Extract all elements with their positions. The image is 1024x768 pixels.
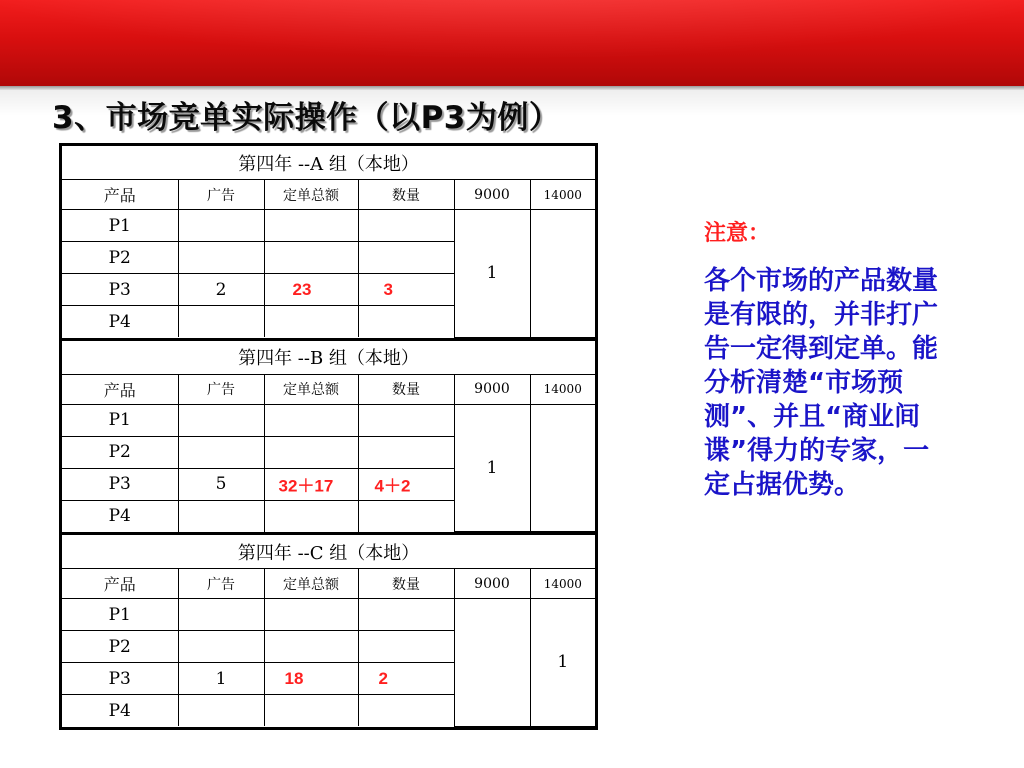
product-name: P2: [62, 436, 178, 468]
product-name: P3: [62, 468, 178, 500]
column-order-total: 定单总额: [264, 374, 358, 404]
banner-sheen: [0, 0, 1024, 60]
column-product: 产品: [62, 569, 178, 599]
order-total-cell: [264, 468, 358, 500]
order-total-cell: [264, 274, 358, 306]
slide-title: 3、市场竞单实际操作（以P3为例）: [52, 100, 561, 136]
column-product: 产品: [62, 180, 178, 210]
column-9000: 9000: [454, 374, 530, 404]
order-total-value: 32＋17: [278, 476, 334, 496]
bidding-tables: [59, 143, 598, 730]
advertising-cell: [178, 404, 264, 436]
group-header: 第四年 --C 组（本地）: [62, 534, 595, 569]
advertising-value: 1: [178, 663, 264, 695]
quantity-cell: [358, 663, 454, 695]
advertising-cell: [178, 695, 264, 727]
order-total-value: 18: [284, 668, 304, 688]
advertising-cell: [178, 210, 264, 242]
market-14000-cell: [530, 210, 595, 338]
order-total-cell: [264, 242, 358, 274]
order-total-cell: [264, 631, 358, 663]
column-14000: 14000: [530, 180, 595, 210]
quantity-cell: [358, 242, 454, 274]
quantity-value: 2: [378, 668, 388, 688]
quantity-cell: [358, 210, 454, 242]
column-quantity: 数量: [358, 180, 454, 210]
order-total-cell: [264, 695, 358, 727]
market-14000-cell: [530, 404, 595, 532]
header-banner: [0, 0, 1024, 86]
quantity-cell: [358, 695, 454, 727]
quantity-value: 3: [383, 279, 393, 299]
column-9000: 9000: [454, 180, 530, 210]
group-header: 第四年 --A 组（本地）: [62, 146, 595, 180]
advertising-cell: [178, 242, 264, 274]
column-14000: 14000: [530, 569, 595, 599]
product-name: P1: [62, 599, 178, 631]
advertising-value: 5: [178, 468, 264, 500]
column-advertising: 广告: [178, 569, 264, 599]
product-name: P4: [62, 500, 178, 532]
column-order-total: 定单总额: [264, 180, 358, 210]
advertising-cell: [178, 436, 264, 468]
column-advertising: 广告: [178, 180, 264, 210]
column-14000: 14000: [530, 374, 595, 404]
product-name: P2: [62, 631, 178, 663]
group-b-table: [62, 338, 595, 533]
column-quantity: 数量: [358, 374, 454, 404]
product-name: P4: [62, 695, 178, 727]
advertising-cell: [178, 306, 264, 338]
group-a-table: [62, 146, 595, 338]
market-9000-cell: 1: [454, 210, 530, 338]
quantity-cell: [358, 274, 454, 306]
product-name: P4: [62, 306, 178, 338]
quantity-value: 4＋2: [374, 476, 411, 496]
product-name: P1: [62, 210, 178, 242]
column-advertising: 广告: [178, 374, 264, 404]
quantity-cell: [358, 468, 454, 500]
group-c-table: [62, 532, 595, 727]
quantity-cell: [358, 436, 454, 468]
quantity-cell: [358, 404, 454, 436]
order-total-cell: [264, 663, 358, 695]
advertising-cell: [178, 631, 264, 663]
quantity-cell: [358, 306, 454, 338]
order-total-cell: [264, 306, 358, 338]
market-9000-cell: 1: [454, 404, 530, 532]
column-product: 产品: [62, 374, 178, 404]
quantity-cell: [358, 500, 454, 532]
product-name: P1: [62, 404, 178, 436]
market-9000-cell: [454, 599, 530, 727]
advertising-cell: [178, 500, 264, 532]
note-title: 注意：: [704, 221, 771, 246]
advertising-cell: [178, 599, 264, 631]
order-total-cell: [264, 404, 358, 436]
order-total-cell: [264, 500, 358, 532]
column-quantity: 数量: [358, 569, 454, 599]
order-total-cell: [264, 599, 358, 631]
order-total-value: 23: [292, 279, 312, 299]
group-header: 第四年 --B 组（本地）: [62, 339, 595, 374]
advertising-value: 2: [178, 274, 264, 306]
order-total-cell: [264, 436, 358, 468]
column-9000: 9000: [454, 569, 530, 599]
order-total-cell: [264, 210, 358, 242]
quantity-cell: [358, 631, 454, 663]
column-order-total: 定单总额: [264, 569, 358, 599]
market-14000-cell: 1: [530, 599, 595, 727]
note-body: 各个市场的产品数量是有限的，并非打广告一定得到定单。能分析清楚“市场预测”、并且“商业间谍”得力的专家，一定占据优势。: [704, 266, 939, 500]
product-name: P2: [62, 242, 178, 274]
quantity-cell: [358, 599, 454, 631]
product-name: P3: [62, 663, 178, 695]
product-name: P3: [62, 274, 178, 306]
